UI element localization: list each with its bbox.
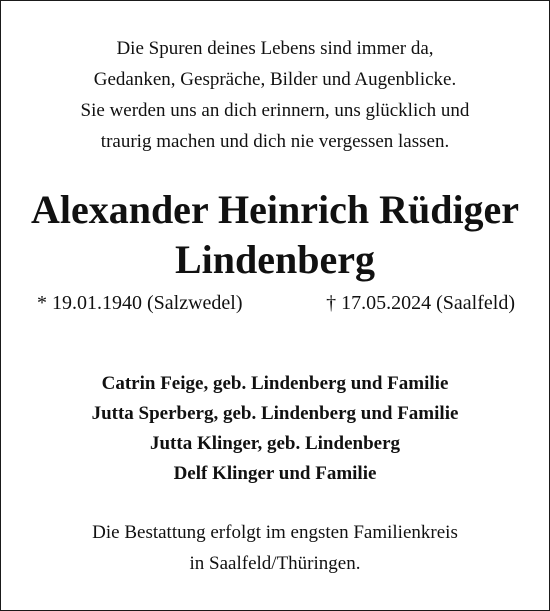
funeral-notice	[1, 517, 549, 579]
deceased-name-line2: Lindenberg	[174, 237, 376, 282]
mourner-line: Jutta Sperberg, geb. Lindenberg und Familie	[91, 403, 459, 424]
mourner-line: Delf Klinger und Familie	[173, 463, 377, 484]
poem-line: Sie werden uns an dich erinnern, uns glücklich und	[80, 100, 470, 121]
death-date: † 17.05.2024 (Saalfeld)	[326, 292, 515, 314]
deceased-name	[1, 185, 549, 285]
funeral-line: in Saalfeld/Thüringen.	[189, 553, 361, 574]
life-dates	[1, 289, 549, 317]
birth-date: * 19.01.1940 (Salzwedel)	[37, 292, 243, 314]
poem-line: traurig machen und dich nie vergessen lassen.	[100, 131, 450, 152]
mourner-line: Jutta Klinger, geb. Lindenberg	[149, 433, 400, 454]
mourners-list	[1, 369, 549, 489]
mourner-line: Catrin Feige, geb. Lindenberg und Familie	[101, 373, 449, 394]
poem-line: Die Spuren deines Lebens sind immer da,	[116, 38, 434, 59]
memorial-poem	[1, 33, 549, 157]
poem-line: Gedanken, Gespräche, Bilder und Augenblicke.	[93, 69, 457, 90]
funeral-line: Die Bestattung erfolgt im engsten Familienkreis	[92, 522, 458, 543]
deceased-name-line1: Alexander Heinrich Rüdiger	[30, 187, 520, 232]
